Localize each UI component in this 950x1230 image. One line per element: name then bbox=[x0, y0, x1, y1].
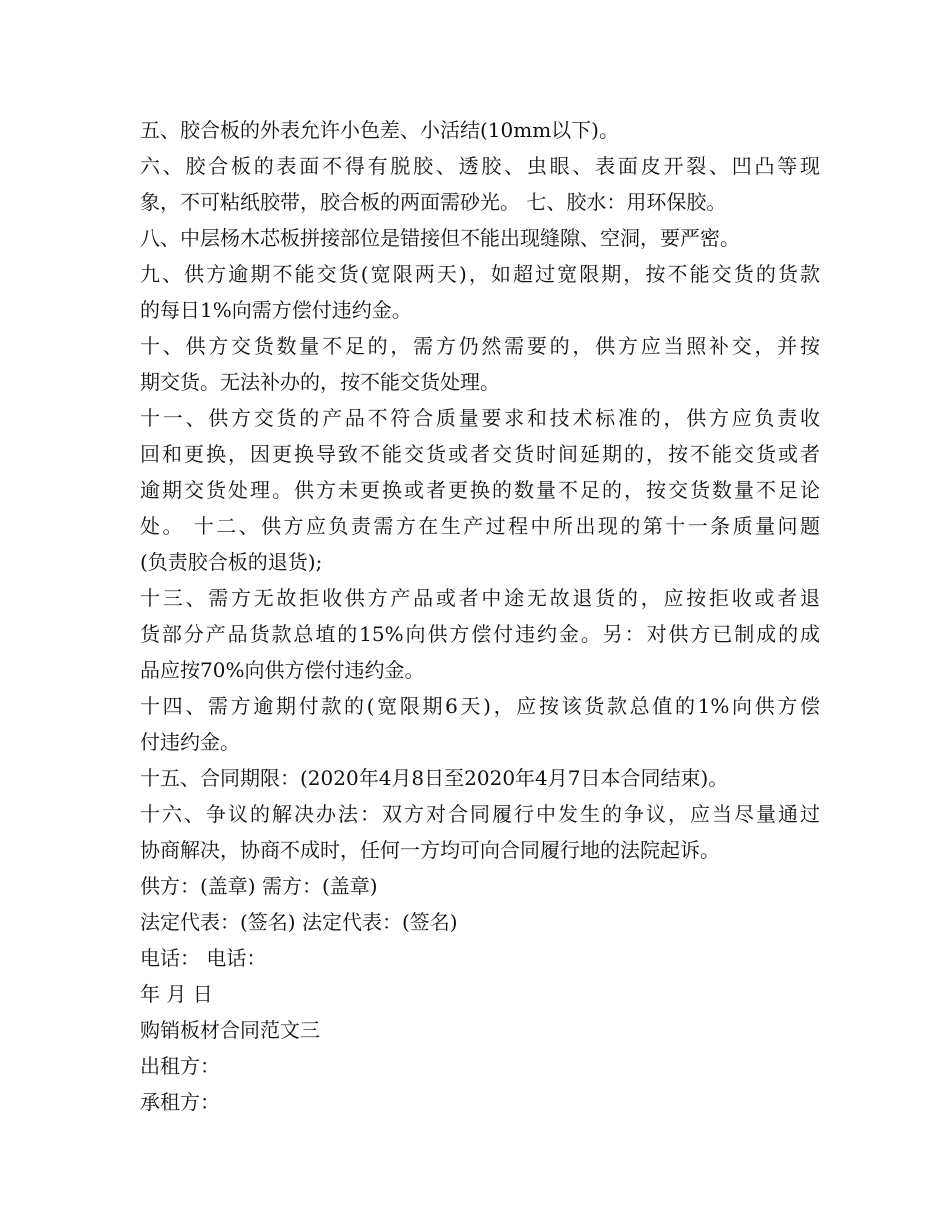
clause-10-line-1: 十、供方交货数量不足的，需方仍然需要的，供方应当照补交，并按 bbox=[140, 334, 820, 358]
lessor-line: 出租方： bbox=[140, 1054, 220, 1078]
clause-11-line-3: 逾期交货处理。供方未更换或者更换的数量不足的，按交货数量不足论 bbox=[140, 478, 820, 502]
clause-13-line-2: 货部分产品货款总埴的15%向供方偿付违约金。另：对供方已制成的成 bbox=[140, 622, 820, 646]
clause-9-line-1: 九、供方逾期不能交货(宽限两天)，如超过宽限期，按不能交货的货款 bbox=[140, 262, 820, 286]
signature-party-line: 供方：(盖章) 需方：(盖章) bbox=[140, 874, 378, 898]
clause-8-line-1: 八、中层杨木芯板拼接部位是错接但不能出现缝隙、空洞，要严密。 bbox=[140, 226, 740, 250]
clause-11-line-1: 十一、供方交货的产品不符合质量要求和技术标准的，供方应负责收 bbox=[140, 406, 820, 430]
clause-6-line-1: 六、胶合板的表面不得有脱胶、透胶、虫眼、表面皮开裂、凹凸等现 bbox=[140, 154, 820, 178]
clause-13-line-3: 品应按70%向供方偿付违约金。 bbox=[140, 658, 425, 682]
clause-11-line-2: 回和更换，因更换导致不能交货或者交货时间延期的，按不能交货或者 bbox=[140, 442, 820, 466]
clause-16-line-1: 十六、争议的解决办法：双方对合同履行中发生的争议，应当尽量通过 bbox=[140, 802, 820, 826]
clause-16-line-2: 协商解决，协商不成时，任何一方均可向合同履行地的法院起诉。 bbox=[140, 838, 720, 862]
clause-14-line-2: 付违约金。 bbox=[140, 730, 240, 754]
clause-15-line-1: 十五、合同期限：(2020年4月8日至2020年4月7日本合同结束)。 bbox=[140, 766, 729, 790]
signature-phone-line: 电话： 电话： bbox=[140, 946, 267, 970]
clause-14-line-1: 十四、需方逾期付款的(宽限期6天)，应按该货款总值的1%向供方偿 bbox=[140, 694, 820, 718]
clause-10-line-2: 期交货。无法补办的，按不能交货处理。 bbox=[140, 370, 500, 394]
clause-13-line-1: 十三、需方无故拒收供方产品或者中途无故退货的，应按拒收或者退 bbox=[140, 586, 820, 610]
clause-11-12-line-4: 处。 十二、供方应负责需方在生产过程中所出现的第十一条质量问题 bbox=[140, 514, 820, 538]
section-title-3: 购销板材合同范文三 bbox=[140, 1018, 320, 1042]
signature-date-line: 年 月 日 bbox=[140, 982, 213, 1006]
clause-5-line-1: 五、胶合板的外表允许小色差、小活结(10mm以下)。 bbox=[140, 118, 619, 142]
clause-6-7-line-2: 象，不可粘纸胶带，胶合板的两面需砂光。 七、胶水：用环保胶。 bbox=[140, 190, 727, 214]
clause-12-line-2: (负责胶合板的退货); bbox=[140, 550, 323, 574]
signature-representative-line: 法定代表：(签名) 法定代表：(签名) bbox=[140, 910, 458, 934]
lessee-line: 承租方： bbox=[140, 1090, 220, 1114]
clause-9-line-2: 的每日1%向需方偿付违约金。 bbox=[140, 298, 412, 322]
